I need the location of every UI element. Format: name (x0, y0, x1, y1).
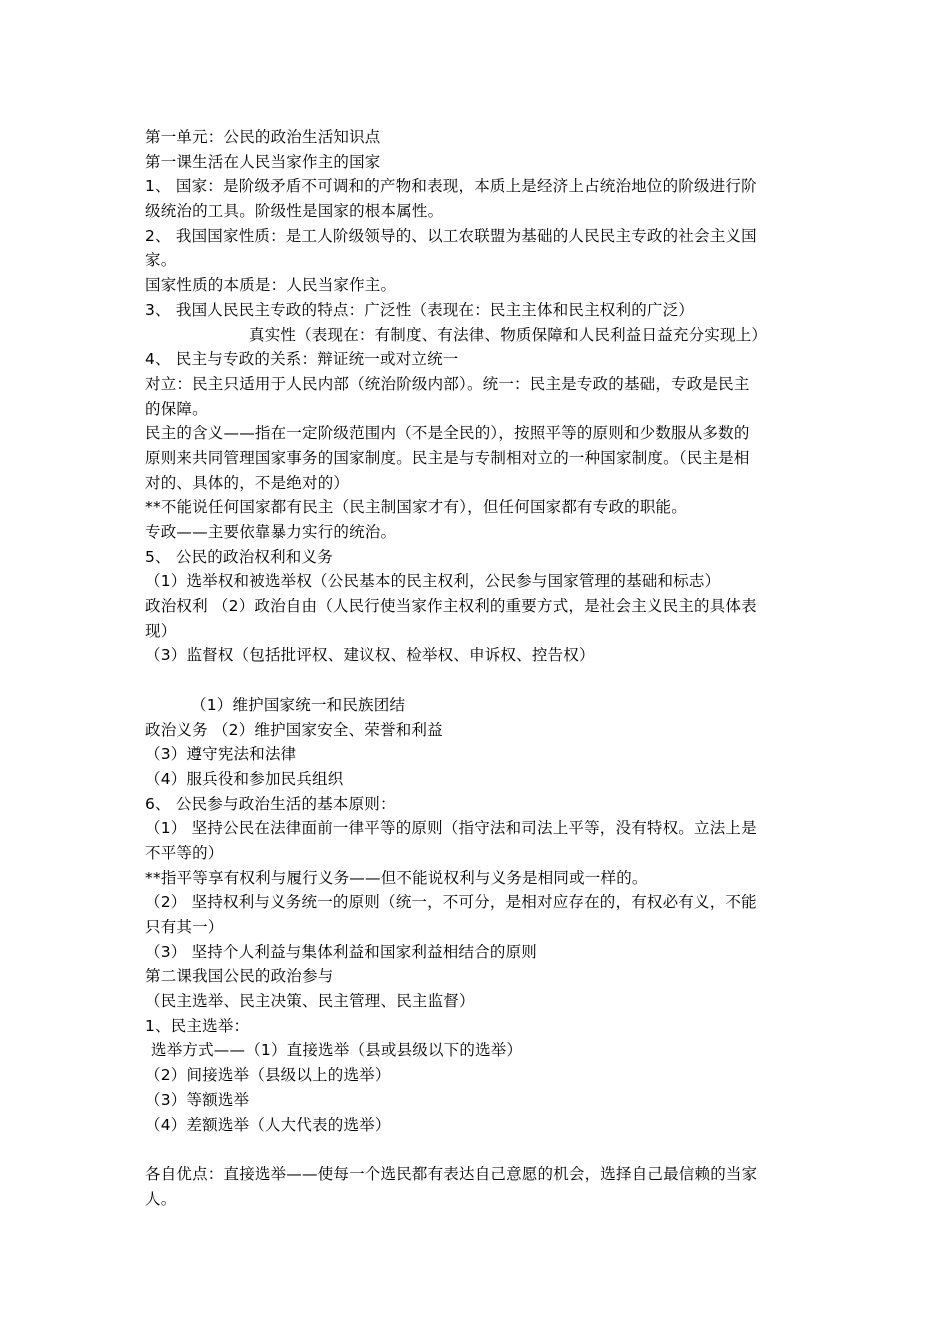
principle-1-line-1: （1） 坚持公民在法律面前一律平等的原则（指守法和司法上平等，没有特权。立法上是 (145, 819, 757, 838)
dictatorship-definition: 专政——主要依靠暴力实行的统治。 (145, 523, 397, 541)
advantages-line-1: 各自优点：直接选举——使每一个选民都有表达自己意愿的机会，选择自己最信赖的当家 (145, 1164, 758, 1183)
point-1-line-1: 1、 国家：是阶级矛盾不可调和的产物和表现，本质上是经济上占统治地位的阶级进行阶 (145, 177, 757, 196)
election-method-2: （2）间接选举（县级以上的选举） (145, 1066, 391, 1085)
point-3-line-1: 3、 我国人民民主专政的特点：广泛性（表现在：民主主体和民主权利的广泛） (145, 300, 694, 319)
point-1-line-2: 级统治的工具。阶级性是国家的根本属性。 (145, 202, 444, 221)
opposition-unity-line-1: 对立：民主只适用于人民内部（统治阶级内部）。统一：民主是专政的基础，专政是民主 (145, 374, 750, 393)
election-heading: 1、民主选举： (145, 1016, 250, 1035)
election-method-4: （4）差额选举（人大代表的选举） (145, 1115, 391, 1134)
right-2-line-1: 政治权利 （2）政治自由（人民行使当家作主权利的重要方式，是社会主义民主的具体表 (145, 597, 757, 616)
point-2-line-2: 家。 (145, 251, 177, 270)
point-4-heading: 4、 民主与专政的关系：辩证统一或对立统一 (145, 350, 459, 369)
principle-2-line-1: （2） 坚持权利与义务统一的原则（统一，不可分，是相对应存在的，有权必有义，不能 (145, 893, 757, 912)
duty-2: 政治义务 （2）维护国家安全、荣誉和利益 (145, 720, 443, 739)
democracy-meaning-line-3: 对的、具体的，不是绝对的） (145, 473, 350, 492)
point-3-line-2: 真实性（表现在：有制度、有法律、物质保障和人民利益日益充分实现上） (249, 325, 768, 344)
note-rights-duties: **指平等享有权利与履行义务——但不能说权利与义务是相同或一样的。 (145, 868, 648, 887)
point-5-heading: 5、 公民的政治权利和义务 (145, 547, 333, 566)
democracy-meaning-line-1: 民主的含义——指在一定阶级范围内（不是全民的），按照平等的原则和少数服从多数的 (145, 424, 750, 443)
unit-title: 第一单元：公民的政治生活知识点 (145, 128, 381, 146)
democracy-meaning-line-2: 原则来共同管理国家事务的国家制度。民主是与专制相对立的一种国家制度。（民主是相 (145, 448, 750, 467)
advantages-line-2: 人。 (145, 1189, 177, 1208)
lesson-one-heading: 第一课生活在人民当家作主的国家 (145, 152, 381, 171)
note-democracy-dictatorship: **不能说任何国家都有民主（民主制国家才有），但任何国家都有专政的职能。 (145, 498, 687, 517)
election-method-1: 选举方式——（1）直接选举（县或县级以下的选举） (151, 1041, 523, 1060)
document-body (145, 125, 805, 1211)
point-2-line-1: 2、 我国国家性质：是工人阶级领导的、以工农联盟为基础的人民民主专政的社会主义国 (145, 226, 757, 245)
principle-3: （3） 坚持个人利益与集体利益和国家利益相结合的原则 (145, 942, 537, 961)
duty-4: （4）服兵役和参加民兵组织 (145, 769, 344, 788)
opposition-unity-line-2: 的保障。 (145, 399, 208, 418)
principle-2-line-2: 只有其一） (145, 918, 224, 936)
principle-1-line-2: 不平等的） (145, 843, 224, 862)
blank-line (145, 1137, 805, 1162)
lesson-two-heading: 第二课我国公民的政治参与 (145, 967, 334, 986)
right-2-line-2: 现） (145, 621, 177, 640)
state-essence-line: 国家性质的本质是：人民当家作主。 (145, 276, 397, 295)
lesson-two-overview: （民主选举、民主决策、民主管理、民主监督） (145, 992, 475, 1011)
blank-line (145, 668, 805, 693)
point-6-heading: 6、 公民参与政治生活的基本原则： (145, 794, 396, 813)
duty-3: （3）遵守宪法和法律 (145, 745, 297, 764)
duty-1: （1）维护国家统一和民族团结 (191, 695, 406, 714)
right-1: （1）选举权和被选举权（公民基本的民主权利，公民参与国家管理的基础和标志） (145, 572, 721, 591)
right-3: （3）监督权（包括批评权、建议权、检举权、申诉权、控告权） (145, 646, 595, 665)
election-method-3: （3）等额选举 (145, 1090, 250, 1109)
